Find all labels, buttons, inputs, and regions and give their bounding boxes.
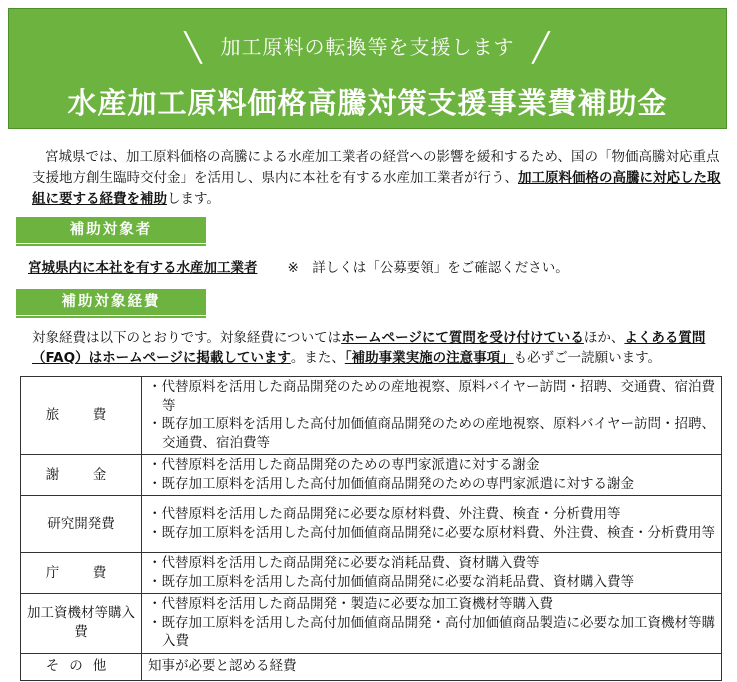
target-line [28, 256, 569, 276]
banner-subtitle: 加工原料の転換等を支援します [220, 35, 515, 59]
table-row [21, 455, 722, 496]
target-value: 宮城県内に本社を有する水産加工業者 [28, 260, 258, 276]
list-item: ・既存加工原料を活用した高付加価値商品開発のための産地視察、原料バイヤー訪問・招聘、交通費、宿泊費等 [148, 416, 715, 451]
list-item: ・既存加工原料を活用した高付加価値商品開発に必要な消耗品費、資材購入費等 [148, 573, 634, 590]
list-item: ・代替原料を活用した商品開発に必要な原材料費、外注費、検査・分析費用等 [148, 506, 621, 522]
intro-paragraph [32, 147, 722, 210]
expense-text-e: 。また、 [290, 350, 345, 366]
category-cell: その他 [21, 653, 142, 680]
list-item: ・代替原料を活用した商品開発・製造に必要な加工資機材等購入費 [148, 596, 553, 612]
category-cell: 謝 金 [21, 455, 142, 496]
description-cell: 知事が必要と認める経費 [142, 653, 722, 680]
slash-left-icon: ╲ [184, 31, 203, 64]
list-item: ・既存加工原料を活用した高付加価値商品開発に必要な原材料費、外注費、検査・分析費用等 [148, 524, 715, 541]
expense-label: 補助対象経費 [16, 289, 206, 315]
expense-text-c: ほか、 [583, 330, 625, 346]
expense-text-a: 対象経費は以下のとおりです。対象経費については [32, 330, 342, 346]
description-cell [142, 553, 722, 594]
description-cell [142, 594, 722, 654]
notes-link[interactable]: 「補助事業実施の注意事項」 [344, 350, 514, 366]
table-row [21, 594, 722, 654]
table-row [21, 377, 722, 455]
category-cell: 旅 費 [21, 377, 142, 455]
category-cell: 研究開発費 [21, 496, 142, 553]
expense-text-g: も必ずご一読願います。 [513, 350, 661, 366]
table-row [21, 553, 722, 594]
target-note: ※ 詳しくは「公募要領」をご確認ください。 [287, 260, 569, 276]
intro-text-2: します。 [167, 191, 220, 207]
banner-subtitle-row [9, 31, 726, 64]
intro-text-1: 宮城県では、加工原料価格の高騰による水産加工業者の経営への影響を緩和するため、国の「物価高騰対応重点支援地方創生臨時交付金」を活用し、県内に本社を有する水産加工業者が行う、 [32, 149, 720, 186]
category-cell: 庁 費 [21, 553, 142, 594]
intro-emphasis: 加工原料価格の高騰に対応した取組に要する経費を補助 [32, 170, 721, 207]
faq-link-question[interactable]: ホームページにて質問を受け付けている [341, 330, 584, 346]
table-row [21, 496, 722, 553]
banner-title: 水産加工原料価格高騰対策支援事業費補助金 [67, 86, 668, 120]
description-cell [142, 455, 722, 496]
description-cell [142, 496, 722, 553]
list-item: ・代替原料を活用した商品開発に必要な消耗品費、資材購入費等 [148, 555, 540, 571]
slash-right-icon: ╱ [532, 31, 551, 64]
header-banner [8, 8, 727, 129]
table-row [21, 653, 722, 680]
list-item: ・既存加工原料を活用した高付加価値商品開発のための専門家派遣に対する謝金 [148, 475, 634, 492]
faq-link[interactable]: よくある質問（FAQ）はホームページに掲載しています [32, 330, 706, 366]
expense-table [20, 376, 722, 681]
expense-intro [32, 328, 722, 368]
description-cell [142, 377, 722, 455]
category-cell: 加工資機材等購入費 [21, 594, 142, 654]
list-item: ・既存加工原料を活用した高付加価値商品開発・高付加価値商品製造に必要な加工資機材等購入費 [148, 614, 715, 649]
target-label: 補助対象者 [16, 217, 206, 243]
list-item: ・代替原料を活用した商品開発のための専門家派遣に対する謝金 [148, 457, 540, 473]
list-item: ・代替原料を活用した商品開発のための産地視察、原料バイヤー訪問・招聘、交通費、宿泊費等 [148, 379, 715, 414]
